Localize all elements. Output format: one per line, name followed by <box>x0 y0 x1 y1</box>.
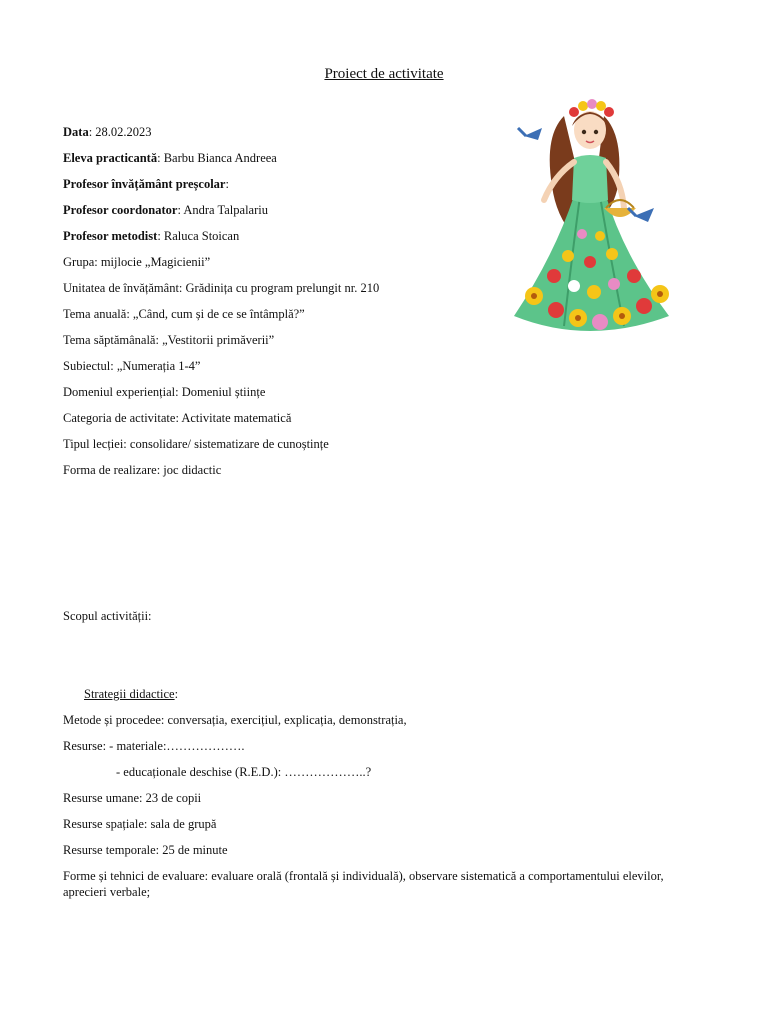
field-domeniul: Domeniul experiențial: Domeniul științe <box>63 385 266 399</box>
resurse-red-line: - educaționale deschise (R.E.D.): ………………..? <box>116 765 372 779</box>
field-unitatea: Unitatea de învățământ: Grădinița cu program prelungit nr. 210 <box>63 281 380 295</box>
field-profesor-metodist <box>63 228 239 244</box>
field-categoria: Categoria de activitate: Activitate matematică <box>63 411 292 425</box>
field-label: Profesor coordonator <box>63 203 178 217</box>
resurse-temporale-line: Resurse temporale: 25 de minute <box>63 843 228 857</box>
resurse-spatiale-line: Resurse spațiale: sala de grupă <box>63 817 217 831</box>
page-title: Proiect de activitate <box>324 66 444 82</box>
field-grupa: Grupa: mijlocie „Magicienii” <box>63 255 211 269</box>
flower-girl-illustration-icon <box>494 96 684 340</box>
field-value: : Raluca Stoican <box>157 229 240 243</box>
field-forma: Forma de realizare: joc didactic <box>63 463 222 477</box>
field-profesor-coordonator <box>63 202 268 218</box>
field-label: Profesor metodist <box>63 229 158 243</box>
field-tema-saptamanala: Tema săptămânală: „Vestitorii primăverii” <box>63 333 275 347</box>
strategii-heading <box>84 686 178 702</box>
strategii-heading-colon: : <box>174 687 179 701</box>
field-label: Data <box>63 125 89 139</box>
field-profesor-invatamant <box>63 176 229 192</box>
field-value: : Barbu Bianca Andreea <box>157 151 277 165</box>
field-label: Eleva practicantă <box>63 151 158 165</box>
strategii-heading-text: Strategii didactice <box>84 687 175 701</box>
field-subiectul: Subiectul: „Numerația 1-4” <box>63 359 201 373</box>
resurse-umane-line: Resurse umane: 23 de copii <box>63 791 202 805</box>
field-data <box>63 124 152 140</box>
field-value: : <box>225 177 229 191</box>
metode-line: Metode și procedee: conversația, exercițiul, explicația, demonstrația, <box>63 713 407 727</box>
scopul-label: Scopul activității: <box>63 609 152 623</box>
field-tema-anuala: Tema anuală: „Când, cum și de ce se întâmplă?” <box>63 307 305 321</box>
field-label: Profesor învățământ preșcolar <box>63 177 226 191</box>
field-eleva <box>63 150 277 166</box>
field-tipul: Tipul lecției: consolidare/ sistematizare de cunoștințe <box>63 437 329 451</box>
field-value: : Andra Talpalariu <box>177 203 268 217</box>
field-value: : 28.02.2023 <box>88 125 152 139</box>
resurse-materiale-line: Resurse: - materiale:………………. <box>63 739 245 753</box>
evaluare-line: Forme și tehnici de evaluare: evaluare orală (frontală și individuală), observare sistematică a comportamentului elevilor, aprecieri verbale; <box>63 869 664 899</box>
